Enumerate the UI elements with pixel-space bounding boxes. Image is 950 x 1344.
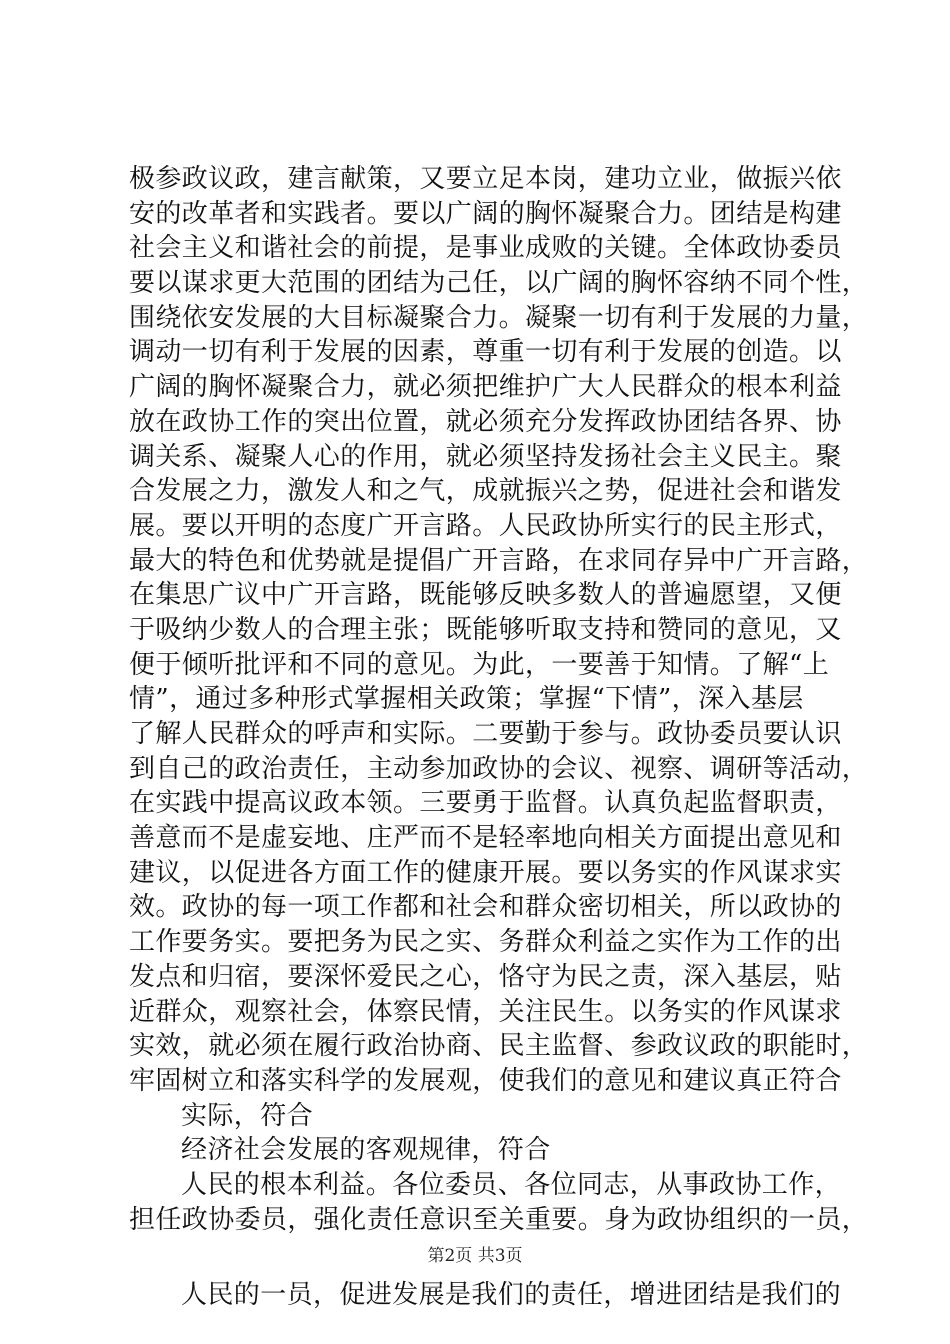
text-line: 安的改革者和实践者。要以广阔的胸怀凝聚合力。团结是构建: [129, 198, 842, 229]
text-line: 在集思广议中广开言路，既能够反映多数人的普遍愿望，又便: [129, 580, 842, 611]
text-line: 极参政议政，建言献策，又要立足本岗，建功立业，做振兴依: [129, 164, 842, 194]
text-line: 在实践中提高议政本领。三要勇于监督。认真负起监督职责，: [129, 788, 842, 819]
text-line: 最大的特色和优势就是提倡广开言路，在求同存异中广开言路，: [129, 545, 869, 576]
text-line: 近群众，观察社会，体察民情，关注民生。以务实的作风谋求: [129, 996, 842, 1027]
text-line: 便于倾听批评和不同的意见。为此，一要善于知情。了解“上: [129, 649, 830, 680]
text-line: 发点和归宿，要深怀爱民之心，恪守为民之责，深入基层，贴: [129, 961, 842, 992]
paragraph-start-line: 人民的一员，促进发展是我们的责任，增进团结是我们的: [181, 1280, 842, 1311]
text-line: 善意而不是虚妄地、庄严而不是轻率地向相关方面提出意见和: [129, 823, 842, 854]
text-line: 合发展之力，激发人和之气，成就振兴之势，促进社会和谐发: [129, 476, 842, 507]
text-line: 调关系、凝聚人心的作用，就必须坚持发扬社会主义民主。聚: [129, 441, 842, 472]
page-number-footer: 第2页 共3页: [427, 1246, 523, 1266]
text-line: 放在政协工作的突出位置，就必须充分发挥政协团结各界、协: [129, 406, 842, 437]
text-line: 到自己的政治责任，主动参加政协的会议、视察、调研等活动，: [129, 753, 869, 784]
text-line: 牢固树立和落实科学的发展观，使我们的意见和建议真正符合: [129, 1065, 842, 1096]
indented-text-line: 人民的根本利益。各位委员、各位同志，从事政协工作，: [181, 1169, 842, 1200]
text-line: 情”，通过多种形式掌握相关政策；掌握“下情”，深入基层: [129, 684, 804, 715]
text-line: 效。政协的每一项工作都和社会和群众密切相关，所以政协的: [129, 892, 842, 923]
text-line: 工作要务实。要把务为民之实、务群众利益之实作为工作的出: [129, 927, 842, 958]
text-line: 调动一切有利于发展的因素，尊重一切有利于发展的创造。以: [129, 337, 842, 368]
text-line: 担任政协委员，强化责任意识至关重要。身为政协组织的一员，: [129, 1204, 869, 1235]
indented-text-line: 实际，符合: [181, 1100, 314, 1131]
indented-text-line: 经济社会发展的客观规律，符合: [181, 1135, 551, 1166]
text-line: 围绕依安发展的大目标凝聚合力。凝聚一切有利于发展的力量，: [129, 302, 869, 333]
text-line: 广阔的胸怀凝聚合力，就必须把维护广大人民群众的根本利益: [129, 372, 842, 403]
text-line: 于吸纳少数人的合理主张；既能够听取支持和赞同的意见，又: [129, 614, 842, 645]
body-text: [129, 162, 869, 1313]
text-line: 了解人民群众的呼声和实际。二要勤于参与。政协委员要认识: [129, 719, 842, 749]
text-line: 实效，就必须在履行政治协商、民主监督、参政议政的职能时，: [129, 1031, 869, 1062]
text-line: 建议，以促进各方面工作的健康开展。要以务实的作风谋求实: [129, 857, 842, 888]
text-line: 要以谋求更大范围的团结为己任，以广阔的胸怀容纳不同个性，: [129, 268, 869, 299]
text-line: 展。要以开明的态度广开言路。人民政协所实行的民主形式，: [129, 510, 842, 541]
text-line: 社会主义和谐社会的前提，是事业成败的关键。全体政协委员: [129, 233, 842, 264]
